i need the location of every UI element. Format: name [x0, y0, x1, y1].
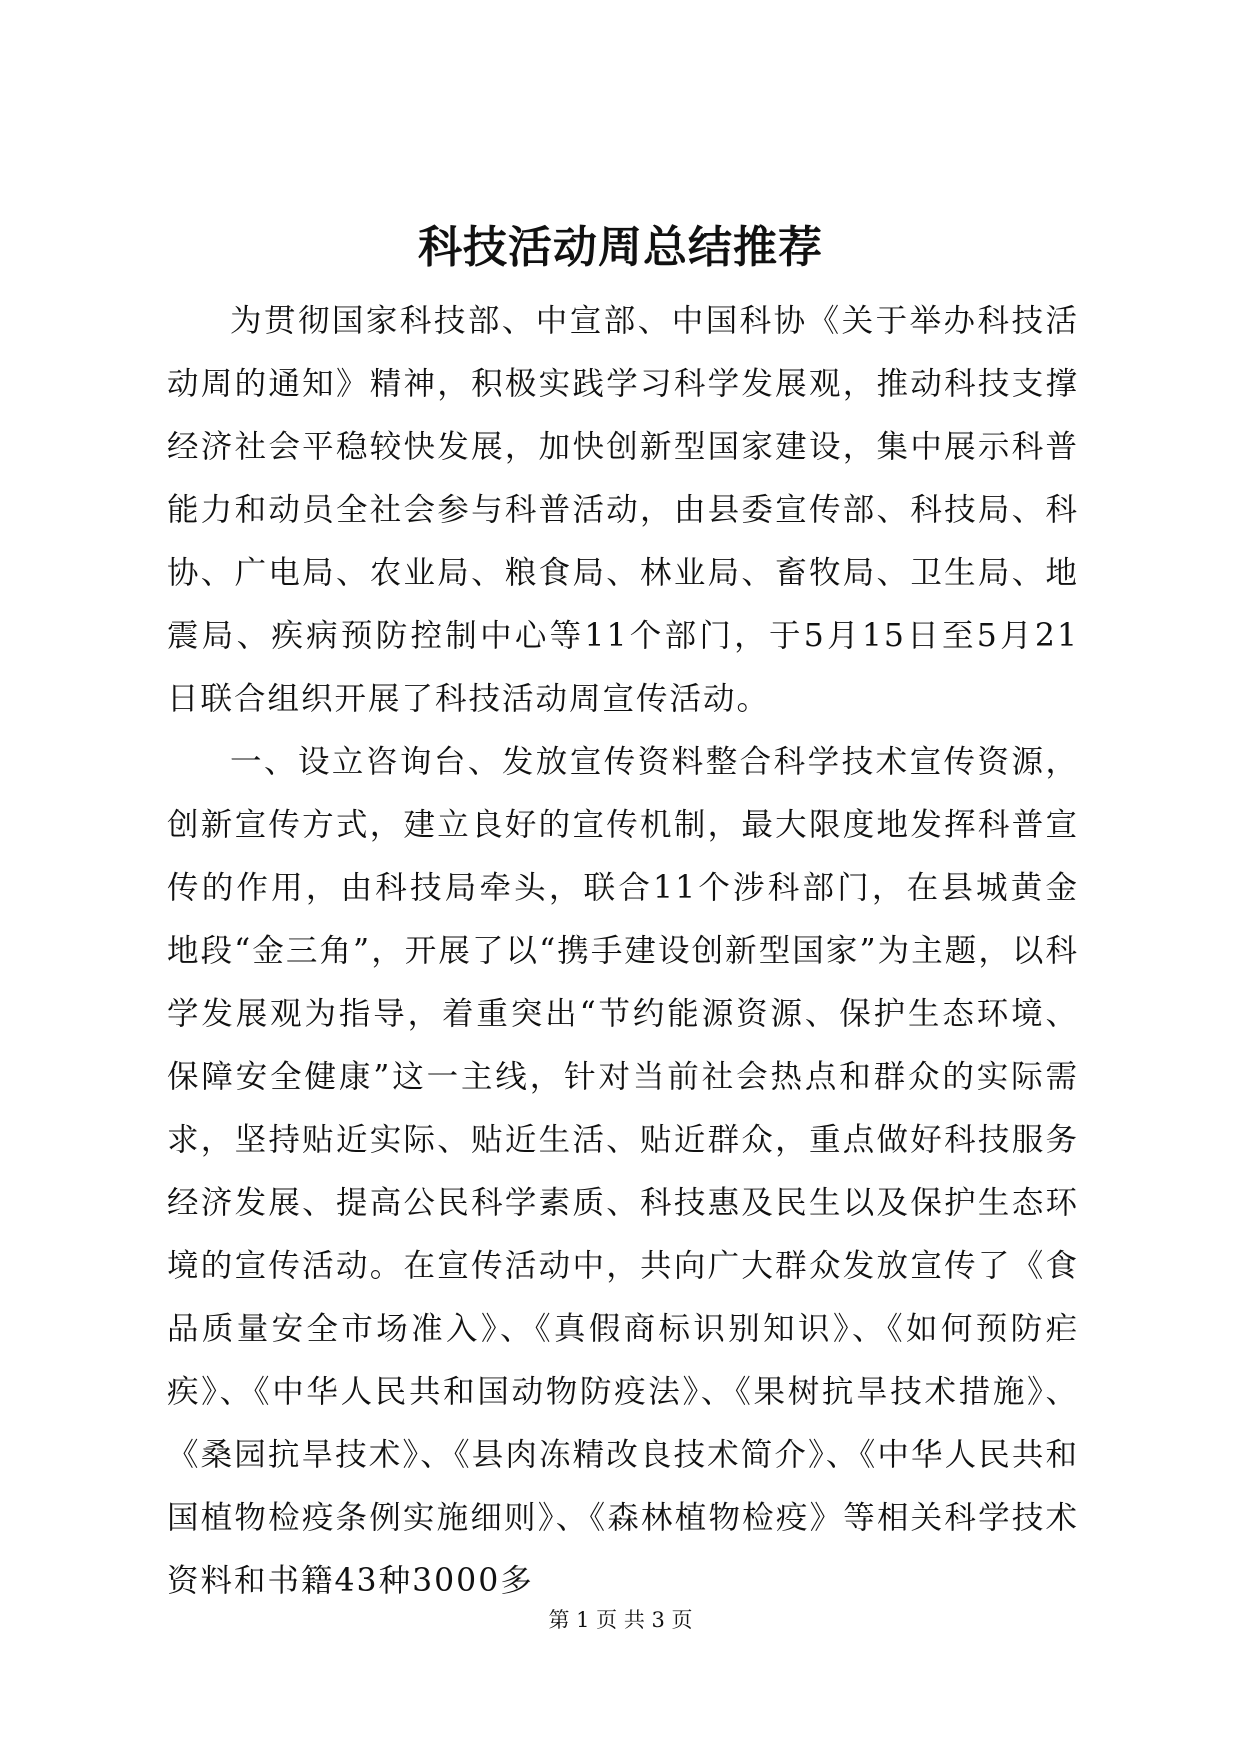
document-title: 科技活动周总结推荐: [418, 222, 823, 273]
paragraph-section-one: 一、设立咨询台、发放宣传资料整合科学技术宣传资源，创新宣传方式，建立良好的宣传机制，最大限度地发挥科普宣传的作用，由科技局牵头，联合11个涉科部门，在县城黄金地段“金三角”，开展了以“携手建设创新型国家”为主题，以科学发展观为指导，着重突出“节约能源资源、保护生态环境、保障安全健康”这一主线，针对当前社会热点和群众的实际需求，坚持贴近实际、贴近生活、贴近群众，重点做好科技服务经济发展、提高公民科学素质、科技惠及民生以及保护生态环境的宣传活动。在宣传活动中，共向广大群众发放宣传了《食品质量安全市场准入》、《真假商标识别知识》、《如何预防疟疾》、《中华人民共和国动物防疫法》、《果树抗旱技术措施》、《桑园抗旱技术》、《县肉冻精改良技术简介》、《中华人民共和国植物检疫条例实施细则》、《森林植物检疫》等相关科学技术资料和书籍43种3000多: [167, 744, 1079, 1599]
paragraph-intro: 为贯彻国家科技部、中宣部、中国科协《关于举办科技活动周的通知》精神，积极实践学习科学发展观，推动科技支撑经济社会平稳较快发展，加快创新型国家建设，集中展示科普能力和动员全社会参与科普活动，由县委宣传部、科技局、科协、广电局、农业局、粮食局、林业局、畜牧局、卫生局、地震局、疾病预防控制中心等11个部门，于5月15日至5月21日联合组织开展了科技活动周宣传活动。: [167, 303, 1079, 717]
document-body: [167, 290, 1079, 1613]
page-number-footer: 第 1 页 共 3 页: [548, 1608, 693, 1632]
